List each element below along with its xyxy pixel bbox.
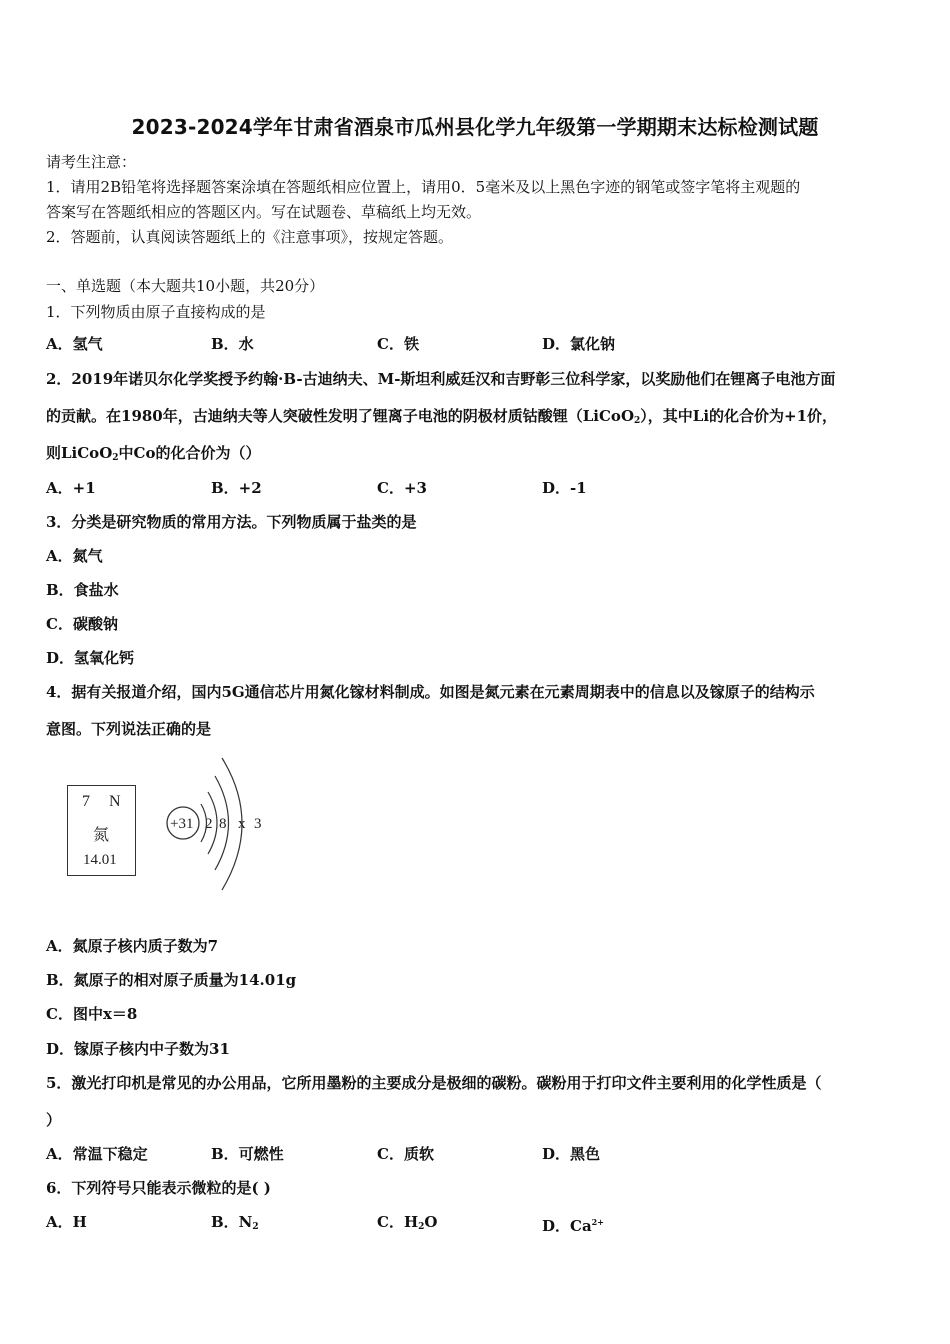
question-3-option-a: A．氮气 <box>46 547 103 565</box>
element-symbol: N <box>109 793 121 810</box>
question-6-stem: 6．下列符号只能表示微粒的是( ) <box>46 1179 271 1197</box>
element-name: 氮 <box>93 827 110 844</box>
question-6-option-a: A．H <box>46 1213 87 1231</box>
question-5-option-b: B．可燃性 <box>211 1145 284 1163</box>
element-tile-nitrogen <box>67 785 136 876</box>
question-1-option-c: C．铁 <box>377 335 419 353</box>
section-heading: 一、单选题（本大题共10小题，共20分） <box>46 277 325 295</box>
question-5-line-1: 5．激光打印机是常见的办公用品，它所用墨粉的主要成分是极细的碳粉。碳粉用于打印文件主要利用的化学性质是（ <box>46 1074 822 1092</box>
question-1-stem: 1．下列物质由原子直接构成的是 <box>46 303 266 321</box>
question-4-line-2: 意图。下列说法正确的是 <box>46 720 212 738</box>
shell-electrons-1: 2 <box>205 816 213 832</box>
nucleus-charge: +31 <box>170 816 194 832</box>
question-4-option-b: B．氮原子的相对原子质量为14.01g <box>46 971 297 989</box>
question-2-option-b: B．+2 <box>211 479 262 497</box>
question-2-line-3-b: 中Co的化合价为（） <box>118 444 261 462</box>
question-3-option-c: C．碳酸钠 <box>46 615 118 633</box>
question-5-option-c: C．质软 <box>377 1145 434 1163</box>
question-6-option-c-main: C．H <box>377 1213 419 1231</box>
question-6-option-b <box>211 1212 259 1237</box>
element-atomic-mass: 14.01 <box>83 852 117 868</box>
question-1-option-d: D．氯化钠 <box>542 335 616 353</box>
question-5-option-d: D．黑色 <box>542 1145 601 1163</box>
question-6-option-c-tail: O <box>424 1213 438 1231</box>
question-2-option-a: A．+1 <box>46 479 96 497</box>
shell-electrons-4: 3 <box>254 816 262 832</box>
question-2-line-3-sub: 2 <box>112 453 119 463</box>
question-6-option-c-sub: 2 <box>418 1222 425 1232</box>
question-2-line-3-a: 则LiCoO <box>46 444 113 462</box>
question-2-option-d: D．-1 <box>542 479 587 497</box>
question-2-line-2-sub: 2 <box>634 416 641 426</box>
question-4-option-c: C．图中x＝8 <box>46 1005 138 1023</box>
question-3-option-d: D．氢氧化钙 <box>46 649 135 667</box>
shell-electrons-3: x <box>238 816 246 832</box>
question-6-option-d <box>542 1212 604 1236</box>
notice-line-1: 1．请用2B铅笔将选择题答案涂填在答题纸相应位置上，请用0．5毫米及以上黑色字迹的钢笔或签字笔将主观题的 <box>46 178 801 196</box>
notice-heading: 请考生注意： <box>46 153 137 171</box>
question-3-option-b: B．食盐水 <box>46 581 119 599</box>
shell-electrons-2: 8 <box>219 816 227 832</box>
question-6-option-c <box>377 1212 437 1237</box>
question-2-line-2-b: ），其中Li的化合价为+1价， <box>640 407 838 425</box>
question-2-line-3 <box>46 443 260 468</box>
question-4-line-1: 4．据有关报道介绍，国内5G通信芯片用氮化镓材料制成。如图是氮元素在元素周期表中的信息以及镓原子的结构示 <box>46 683 815 701</box>
question-2-line-2 <box>46 406 837 431</box>
notice-line-2: 答案写在答题纸相应的答题区内。写在试题卷、草稿纸上均无效。 <box>46 203 482 221</box>
question-6-option-d-main: D．Ca <box>542 1217 592 1235</box>
question-4-option-d: D．镓原子核内中子数为31 <box>46 1040 230 1058</box>
question-6-option-d-sup: 2+ <box>591 1217 604 1227</box>
question-6-option-b-main: B．N <box>211 1213 253 1231</box>
question-4-option-a: A．氮原子核内质子数为7 <box>46 937 219 955</box>
question-2-line-1: 2．2019年诺贝尔化学奖授予约翰·B-古迪纳夫、M-斯坦利威廷汉和吉野彰三位科学家，以奖励他们在锂离子电池方面 <box>46 370 836 388</box>
question-5-line-2: ） <box>46 1111 62 1129</box>
gallium-atom-diagram <box>160 750 270 900</box>
notice-line-3: 2．答题前，认真阅读答题纸上的《注意事项》，按规定答题。 <box>46 228 454 246</box>
question-3-stem: 3．分类是研究物质的常用方法。下列物质属于盐类的是 <box>46 513 417 531</box>
question-1-option-b: B．水 <box>211 335 254 353</box>
page-title: 2023-2024学年甘肃省酒泉市瓜州县化学九年级第一学期期末达标检测试题 <box>131 115 819 139</box>
question-6-option-b-sub: 2 <box>252 1222 259 1232</box>
question-2-line-2-a: 的贡献。在1980年，古迪纳夫等人突破性发明了锂离子电池的阴极材质钴酸锂（LiCoO <box>46 407 635 425</box>
question-5-option-a: A．常温下稳定 <box>46 1145 148 1163</box>
question-1-option-a: A．氢气 <box>46 335 103 353</box>
element-atomic-number: 7 <box>82 793 90 810</box>
question-2-option-c: C．+3 <box>377 479 427 497</box>
